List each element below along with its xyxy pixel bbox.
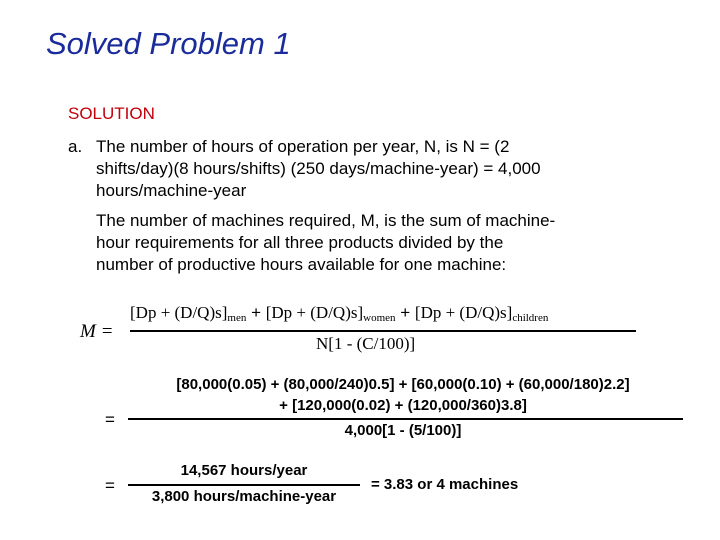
men-subscript: men bbox=[227, 312, 247, 324]
part-a-label: a. bbox=[68, 137, 83, 156]
step2-numerator-line-2: + [120,000(0.02) + (120,000/360)3.8] bbox=[279, 397, 527, 414]
formula-numerator bbox=[130, 303, 548, 324]
women-subscript: women bbox=[363, 312, 396, 324]
fraction-bar bbox=[128, 484, 360, 486]
solution-heading: SOLUTION bbox=[68, 104, 155, 123]
women-term: [Dp + (D/Q)s] bbox=[265, 303, 364, 322]
part-a-line-2: shifts/day)(8 hours/shifts) (250 days/machine-year) = 4,000 bbox=[96, 159, 541, 178]
children-term: [Dp + (D/Q)s] bbox=[414, 303, 513, 322]
children-subscript: children bbox=[512, 312, 549, 324]
machines-line-2: hour requirements for all three products divided by the bbox=[96, 233, 504, 252]
step2-denominator: 4,000[1 - (5/100)] bbox=[344, 422, 462, 439]
formula-lhs: M = bbox=[80, 321, 114, 342]
men-term: [Dp + (D/Q)s] bbox=[130, 303, 228, 322]
equals-sign: = bbox=[105, 410, 115, 429]
formula-denominator: N[1 - (C/100)] bbox=[316, 334, 416, 353]
step3-result: = 3.83 or 4 machines bbox=[371, 476, 519, 493]
step2-numerator-line-1: [80,000(0.05) + (80,000/240)0.5] + [60,000(0.10) + (60,000/180)2.2] bbox=[176, 376, 630, 393]
plus-sign: + bbox=[395, 303, 415, 322]
step3-denominator: 3,800 hours/machine-year bbox=[151, 488, 337, 505]
equals-sign: = bbox=[105, 476, 115, 495]
part-a-line-1: The number of hours of operation per year, N, is N = (2 bbox=[96, 137, 510, 156]
machines-paragraph bbox=[96, 210, 696, 280]
machines-line-1: The number of machines required, M, is the sum of machine- bbox=[96, 211, 556, 230]
plus-sign: + bbox=[246, 303, 266, 322]
part-a-paragraph bbox=[68, 136, 688, 206]
page-title: Solved Problem 1 bbox=[46, 26, 291, 61]
fraction-bar bbox=[130, 330, 636, 332]
fraction-bar bbox=[128, 418, 683, 420]
part-a-line-3: hours/machine-year bbox=[96, 181, 247, 200]
step3-numerator: 14,567 hours/year bbox=[180, 462, 308, 479]
machines-line-3: number of productive hours available for one machine: bbox=[96, 255, 507, 274]
